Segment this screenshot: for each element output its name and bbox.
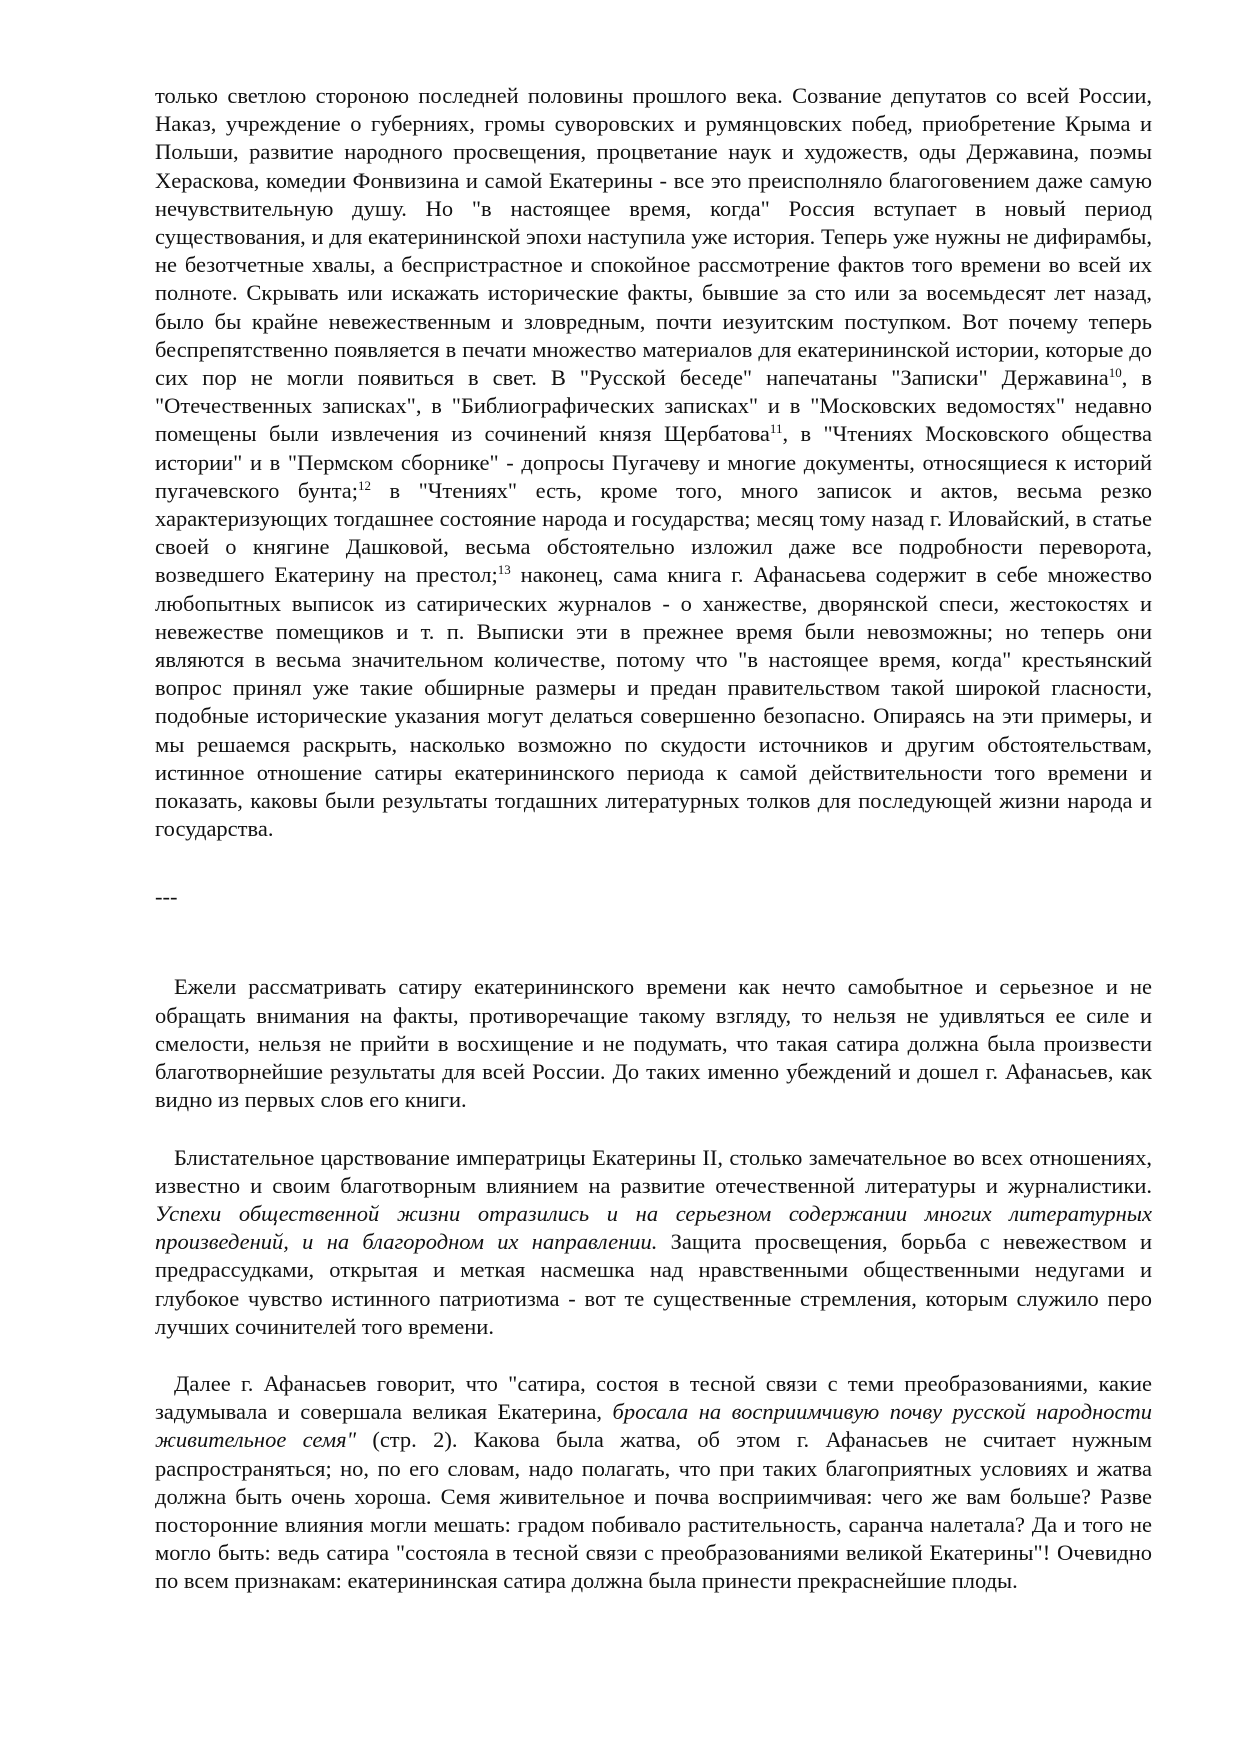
footnote-ref-10[interactable]: 10 (1108, 365, 1122, 381)
paragraph-1-text-a: только светлою стороною последней половины прошлого века. Созвание депутатов со всей России, Наказ, учреждение о губерниях, громы суворовских и румянцовских побед, приобретение Крыма и Польши, развитие народного просвещения, процветание наук и художеств, оды Державина, поэмы Хераскова, комедии Фонвизина и самой Екатерины - все это преисполняло благоговением даже самую нечувствительную душу. Но "в настоящее время, когда" Россия вступает в новый период существования, и для екатерининской эпохи наступила уже история. Теперь уже нужны не дифирамбы, не безотчетные хвалы, а беспристрастное и спокойное рассмотрение фактов того времени во всей их полноте. Скрывать или искажать исторические факты, бывшие за сто или за восемьдесят лет назад, было бы крайне невежественным и зловредным, почти иезуитским поступком. Вот почему теперь беспрепятственно появляется в печати множество материалов для екатерининской истории, которые до сих пор не могли появиться в свет. В "Русской беседе" напечатаны "Записки" Державина (155, 83, 1152, 391)
section-separator: --- (155, 884, 178, 910)
paragraph-1-text-e: наконец, сама книга г. Афанасьева содержит в себе множество любопытных выписок из сатирических журналов - о ханжестве, дворянской спеси, жестокостях и невежестве помещиков и т. п. Выписки эти в прежнее время были невозможны; но теперь они являются в весьма значительном количестве, потому что "в настоящее время, когда" крестьянский вопрос принял уже такие обширные размеры и предан правительством такой широкой гласности, подобные исторические указания могут делаться совершенно безопасно. Опираясь на эти примеры, и мы решаемся раскрыть, насколько возможно по скудости источников и другим обстоятельствам, истинное отношение сатиры екатерининского периода к самой действительности того времени и показать, каковы были результаты тогдашних литературных толков для последующей жизни народа и государства. (155, 562, 1152, 842)
footnote-ref-13[interactable]: 13 (497, 562, 511, 578)
footnote-ref-12[interactable]: 12 (358, 477, 372, 493)
footnote-ref-11[interactable]: 11 (769, 421, 783, 437)
paragraph-4-text-a: Далее г. Афанасьев говорит, что "сатира, состоя в тесной связи с теми преобразованиями, какие задумывала и совершала великая Екатерина, (155, 1370, 1152, 1425)
paragraph-3-italic-quote: Успехи общественной жизни отразились и на серьезном содержании многих литературных произведений, и на благородном их направлении. (155, 1200, 1152, 1255)
paragraph-1 (155, 82, 1152, 843)
paragraph-1-text-b: , в "Отечественных записках", в "Библиографических записках" и в "Московских ведомостях" недавно помещены были извлечения из сочинений князя Щербатова (155, 365, 1152, 447)
paragraph-1-text-d: в "Чтениях" есть, кроме того, много записок и актов, весьма резко характеризующих тогдашнее состояние народа и государства; месяц тому назад г. Иловайский, в статье своей о княгине Дашковой, весьма обстоятельно изложил даже все подробности переворота, возведшего Екатерину на престол; (155, 477, 1152, 588)
paragraph-3 (155, 1144, 1152, 1341)
paragraph-4-italic-quote: бросала на восприимчивую почву русской народности живительное семя" (155, 1399, 1152, 1453)
paragraph-3-text-b: Защита просвещения, борьба с невежеством и предрассудками, открытая и меткая насмешка над нравственными общественными недугами и глубокое чувство истинного патриотизма - вот те существенные стремления, которым служило перо лучших сочинителей того времени. (155, 1229, 1152, 1339)
document-page (155, 82, 1152, 1596)
paragraph-1-text-c: , в "Чтениях Московского общества истории" и в "Пермском сборнике" - допросы Пугачеву и многие документы, относящиеся к историй пугачевского бунта; (155, 421, 1152, 503)
paragraph-2: Ежели рассматривать сатиру екатерининского времени как нечто самобытное и серьезное и не обращать внимания на факты, противоречащие такому взгляду, то нельзя не удивляться ее силе и смелости, нельзя не прийти в восхищение и не подумать, что такая сатира должна была произвести благотворнейшие результаты для всей России. До таких именно убеждений и дошел г. Афанасьев, как видно из первых слов его книги. (155, 974, 1152, 1113)
paragraph-4-text-b: (стр. 2). Какова была жатва, об этом г. Афанасьев не считает нужным распространяться; но, по его словам, надо полагать, что при таких благоприятных условиях и жатва должна быть очень хороша. Семя живительное и почва восприимчивая: чего же вам больше? Разве посторонние влияния могли мешать: градом побивало растительность, саранча налетала? Да и того не могло быть: ведь сатира "состояла в тесной связи с преобразованиями великой Екатерины"! Очевидно по всем признакам: екатерининская сатира должна была принести прекраснейшие плоды. (155, 1427, 1152, 1594)
paragraph-4 (155, 1370, 1152, 1596)
paragraph-3-text-a: Блистательное царствование императрицы Екатерины II, столько замечательное во всех отношениях, известно и своим благотворным влиянием на развитие отечественной литературы и журналистики. (155, 1144, 1152, 1198)
